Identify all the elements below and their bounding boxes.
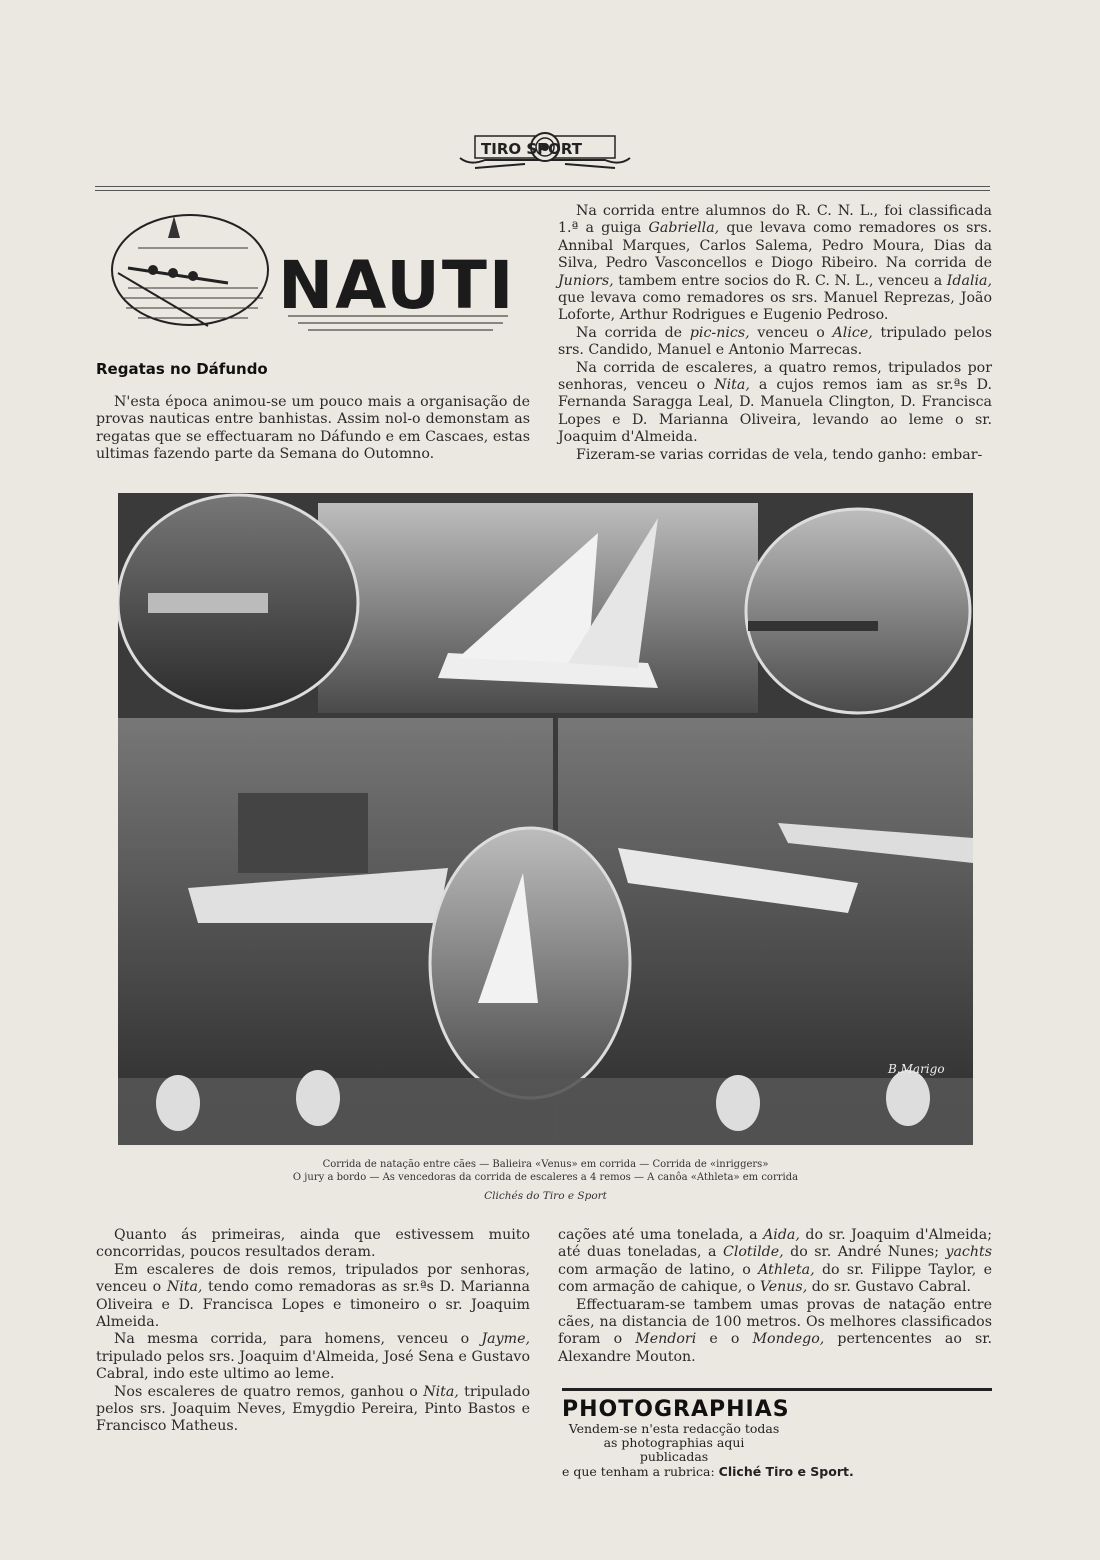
header-rule-2 (95, 190, 990, 191)
article-col-4 (558, 1227, 992, 1366)
caption-line-2: O jury a bordo — As vencedoras da corrida de escaleres a 4 remos — A canôa «Athleta» em corrida (292, 1172, 799, 1183)
photo-inriggers (746, 509, 970, 713)
article-col-1 (96, 394, 530, 464)
header-rule (95, 186, 990, 187)
paragraph: N'esta época animou-se um pouco mais a organisação de provas nauticas entre banhistas. Assim nol-o demonstam as regatas que se effectuaram no Dáfundo e em Cascaes, estas ultimas fazendo parte da Semana do Outomno. (96, 394, 530, 463)
article-col-2 (558, 203, 992, 464)
section-subhead: Regatas no Dáfundo (96, 360, 268, 378)
photo-credit: Clichés do Tiro e Sport (484, 1190, 607, 1202)
advert-brand: Cliché Tiro e Sport. (718, 1464, 854, 1479)
photo-caption (118, 1158, 973, 1184)
nautica-banner (108, 208, 518, 338)
caption-line-1: Corrida de natação entre cães — Balieira «Venus» em corrida — Corrida de «inriggers» (322, 1159, 769, 1170)
paragraph: Quanto ás primeiras, ainda que estivessem muito concorridas, poucos resultados deram. (96, 1227, 530, 1261)
masthead-logo (455, 128, 635, 174)
paragraph: Na corrida entre alumnos do R. C. N. L., foi classificada 1.ª a guiga Gabriella, que levava como remadores os srs. Annibal Marques, Carlos Salema, Pedro Moura, Dias da Silva, Pedro Vasconcellos e Diogo Ribeiro. Na corrida de Juniors, tambem entre socios do R. C. N. L., venceu a Idalia, que levava como remadores os srs. Manuel Reprezas, João Loforte, Arthur Rodrigues e Eugenio Pedroso. (558, 203, 992, 324)
photographias-advert (562, 1388, 992, 1479)
masthead-text: TIRO SPORT (481, 140, 582, 158)
advert-title: PHOTOGRAPHIAS (562, 1397, 790, 1422)
paragraph: Nos escaleres de quatro remos, ganhou o Nita, tripulado pelos srs. Joaquim Neves, Emygdio Pereira, Pinto Bastos e Francisco Matheus. (96, 1383, 530, 1435)
paragraph: Na corrida de escaleres, a quatro remos, tripulados por senhoras, venceu o Nita, a cujos remos iam as sr.ªs D. Fernanda Saragga Leal, D. Manuela Clington, D. Francisca Lopes e D. Marianna Oliveira, levando ao leme o sr. Joaquim d'Almeida. (558, 359, 992, 446)
banner-title (278, 247, 518, 324)
advert-text-2: e que tenham a rubrica: Cliché Tiro e Sport. (562, 1464, 854, 1479)
paragraph: Na mesma corrida, para homens, venceu o Jayme, tripulado pelos srs. Joaquim d'Almeida, José Sena e Gustavo Cabral, indo este ultimo ao leme. (96, 1331, 530, 1383)
advert-text: Vendem-se n'esta redacção todas as photographias aqui publicadas (568, 1421, 780, 1464)
paragraph: Em escaleres de dois remos, tripulados por senhoras, venceu o Nita, tendo como remadoras as sr.ªs D. Marianna Oliveira e D. Francisca Lopes e timoneiro o sr. Joaquim Almeida. (96, 1261, 530, 1331)
photo-signature: B.Marigo (888, 1062, 945, 1076)
paragraph: Fizeram-se varias corridas de vela, tendo ganho: embar- (576, 446, 983, 463)
article-col-3 (96, 1227, 530, 1436)
photo-collage (118, 493, 973, 1145)
paragraph: cações até uma tonelada, a Aida, do sr. Joaquim d'Almeida; até duas toneladas, a Clotilde, do sr. André Nunes; yachts com armação de latino, o Athleta, do sr. Filippe Taylor, e com armação de cahique, o Venus, do sr. Gustavo Cabral. (558, 1227, 993, 1296)
svg-text:NAUTICA: NAUTI (278, 247, 516, 324)
paragraph: Na corrida de pic-nics, venceu o Alice, tripulado pelos srs. Candido, Manuel e Antonio Marrecas. (558, 324, 992, 359)
paragraph: Effectuaram-se tambem umas provas de natação entre cães, na distancia de 100 metros. Os melhores classificados foram o Mendori e o Mondego, pertencentes ao sr. Alexandre Mouton. (558, 1296, 992, 1365)
